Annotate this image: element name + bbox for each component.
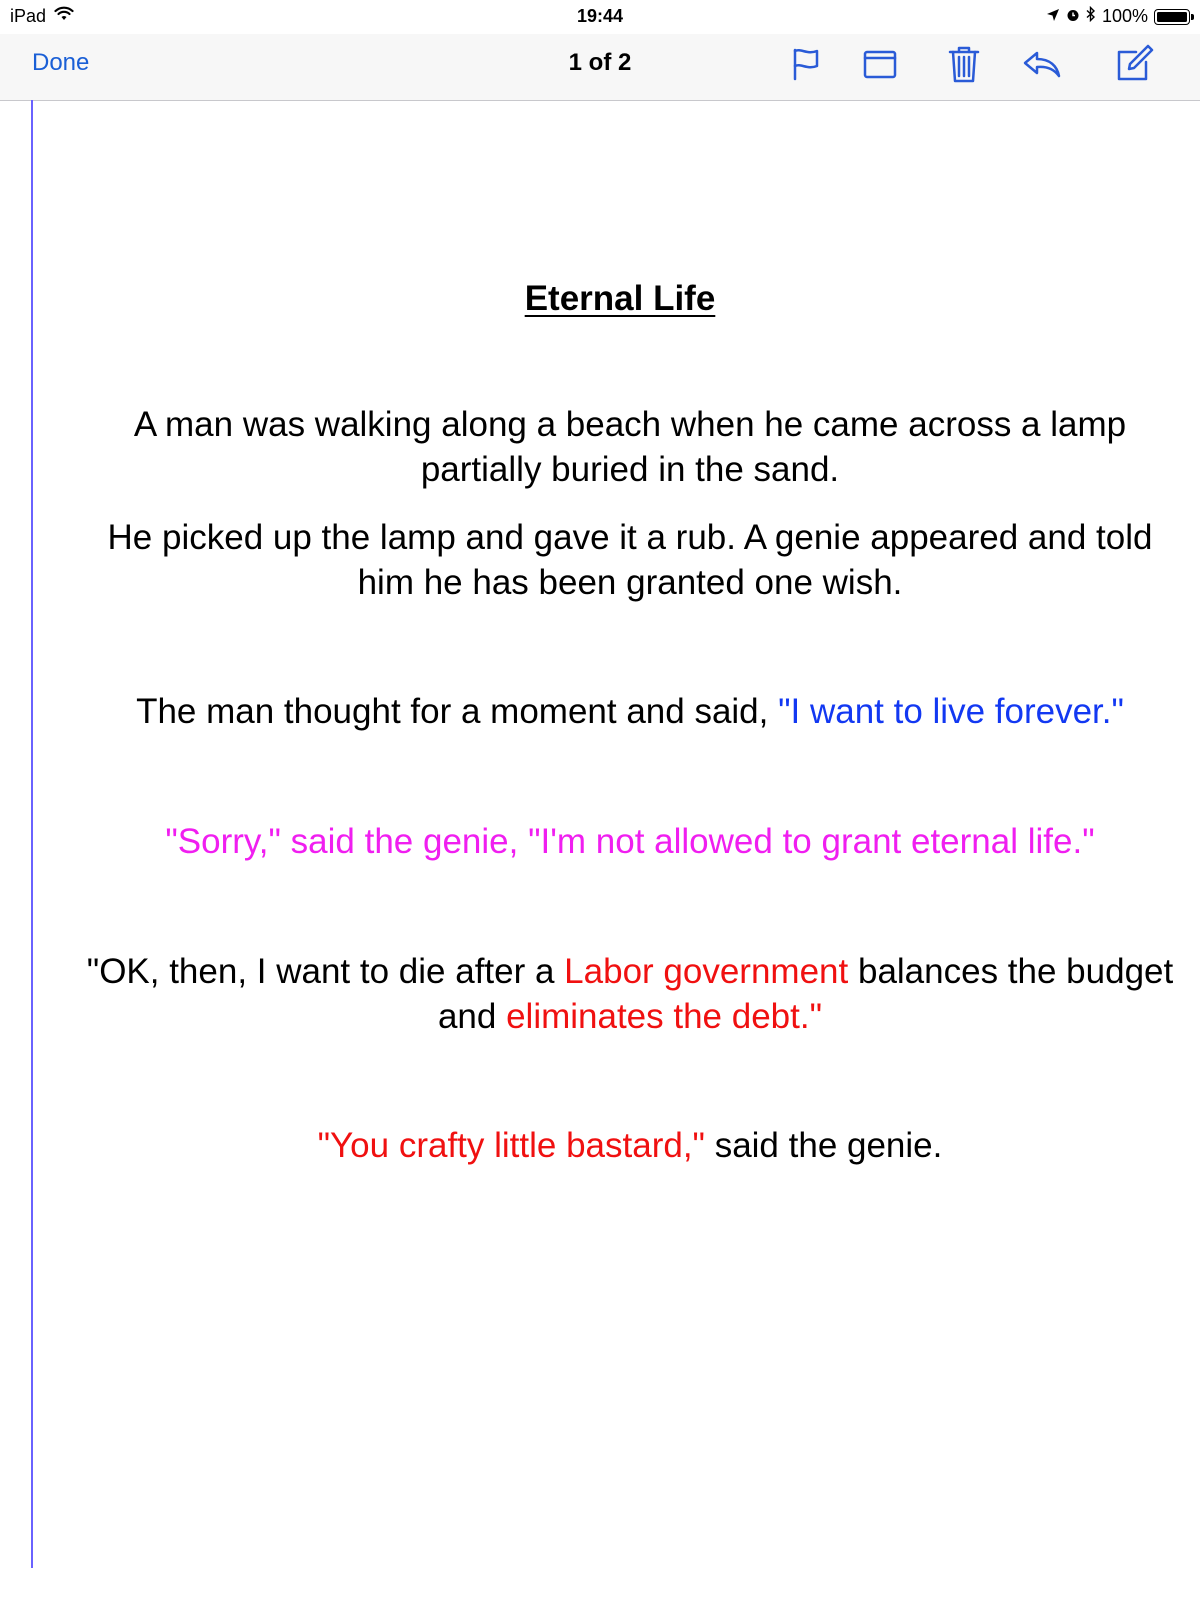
- trash-button[interactable]: [942, 44, 986, 88]
- crafty-quote: "You crafty little bastard,": [317, 1126, 705, 1165]
- wifi-icon: [54, 6, 74, 27]
- trash-icon: [948, 44, 980, 89]
- document-title: [60, 276, 1180, 321]
- device-name: iPad: [10, 6, 47, 26]
- paragraph-sorry: "Sorry," said the genie, "I'm not allowed to grant eternal life.": [165, 822, 1095, 861]
- compose-icon: [1114, 44, 1154, 89]
- flag-button[interactable]: [784, 44, 828, 88]
- paragraph-lamp: A man was walking along a beach when he came across a lamp partially buried in the sand.: [133, 405, 1127, 489]
- wish-quote: "I want to live forever.": [778, 692, 1124, 731]
- ok-text-labor: Labor government: [564, 952, 849, 991]
- email-body: [60, 100, 1180, 1560]
- paragraph-wish: [80, 689, 1180, 734]
- paragraph-genie: He picked up the lamp and gave it a rub. A genie appeared and told him he has been granted one wish.: [107, 518, 1153, 602]
- location-icon: [1046, 6, 1060, 27]
- alarm-icon: [1066, 6, 1080, 27]
- status-left: [10, 6, 74, 27]
- paragraph-crafty: [80, 1123, 1180, 1168]
- document-title-text: Eternal Life: [524, 279, 716, 318]
- compose-button[interactable]: [1112, 44, 1156, 88]
- folder-button[interactable]: [858, 44, 902, 88]
- status-right: [1046, 6, 1190, 27]
- status-bar: [0, 0, 1200, 34]
- battery-fill: [1157, 12, 1187, 22]
- bluetooth-icon: [1086, 6, 1096, 27]
- ok-text-a: "OK, then, I want to die after a: [86, 952, 565, 991]
- folder-icon: [863, 49, 897, 84]
- flag-icon: [791, 47, 821, 86]
- crafty-text: said the genie.: [704, 1126, 943, 1165]
- page-counter: 1 of 2: [568, 49, 632, 76]
- done-button[interactable]: Done: [32, 49, 90, 76]
- status-time: 19:44: [576, 6, 624, 26]
- nav-bar: [0, 34, 1200, 101]
- wish-text: The man thought for a moment and said,: [136, 692, 779, 731]
- reply-icon: [1022, 49, 1062, 84]
- ok-text-debt: eliminates the debt.": [506, 997, 823, 1036]
- battery-tip: [1191, 14, 1194, 20]
- battery-icon: [1154, 9, 1190, 25]
- paragraph-ok-then: [80, 949, 1180, 1039]
- page-margin-line: [31, 100, 33, 1568]
- ok-text-c: balances the budget and: [437, 952, 1174, 1036]
- battery-percent: 100%: [1101, 6, 1148, 26]
- reply-button[interactable]: [1020, 44, 1064, 88]
